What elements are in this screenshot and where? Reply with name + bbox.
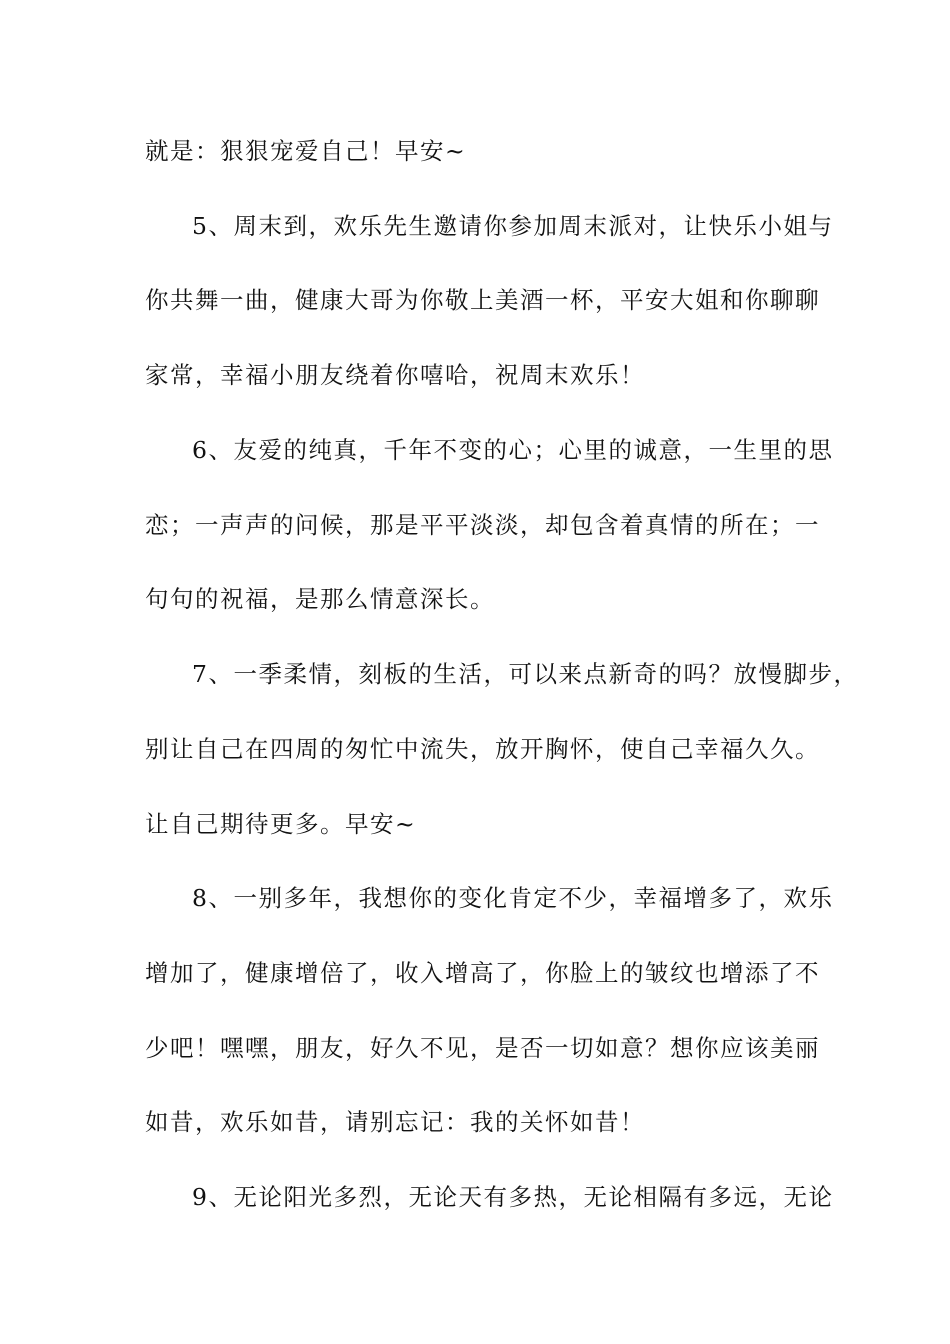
text-line: 如昔，欢乐如昔，请别忘记：我的关怀如昔！	[145, 1108, 645, 1136]
text-line: 就是：狠狠宠爱自己！早安~	[145, 137, 467, 165]
paragraph-9-line: 9、无论阳光多烈，无论天有多热，无论相隔有多远，无论	[192, 1183, 834, 1211]
text-line: 你共舞一曲，健康大哥为你敬上美酒一杯，平安大姐和你聊聊	[145, 286, 820, 314]
text-line: 增加了，健康增倍了，收入增高了，你脸上的皱纹也增添了不	[145, 959, 820, 987]
text-line: 家常，幸福小朋友绕着你嘻哈，祝周末欢乐！	[145, 361, 645, 389]
paragraph-5-line: 5、周末到，欢乐先生邀请你参加周末派对，让快乐小姐与	[192, 212, 834, 240]
text-line: 恋；一声声的问候，那是平平淡淡，却包含着真情的所在；一	[145, 511, 820, 539]
paragraph-7-line: 7、一季柔情，刻板的生活，可以来点新奇的吗？放慢脚步，	[192, 660, 859, 688]
paragraph-8-line: 8、一别多年，我想你的变化肯定不少，幸福增多了，欢乐	[192, 884, 834, 912]
text-line: 别让自己在四周的匆忙中流失，放开胸怀，使自己幸福久久。	[145, 735, 820, 763]
paragraph-6-line: 6、友爱的纯真，千年不变的心；心里的诚意，一生里的思	[192, 436, 834, 464]
text-line: 让自己期待更多。早安~	[145, 810, 417, 838]
text-line: 少吧！嘿嘿，朋友，好久不见，是否一切如意？想你应该美丽	[145, 1034, 820, 1062]
text-line: 句句的祝福，是那么情意深长。	[145, 585, 495, 613]
